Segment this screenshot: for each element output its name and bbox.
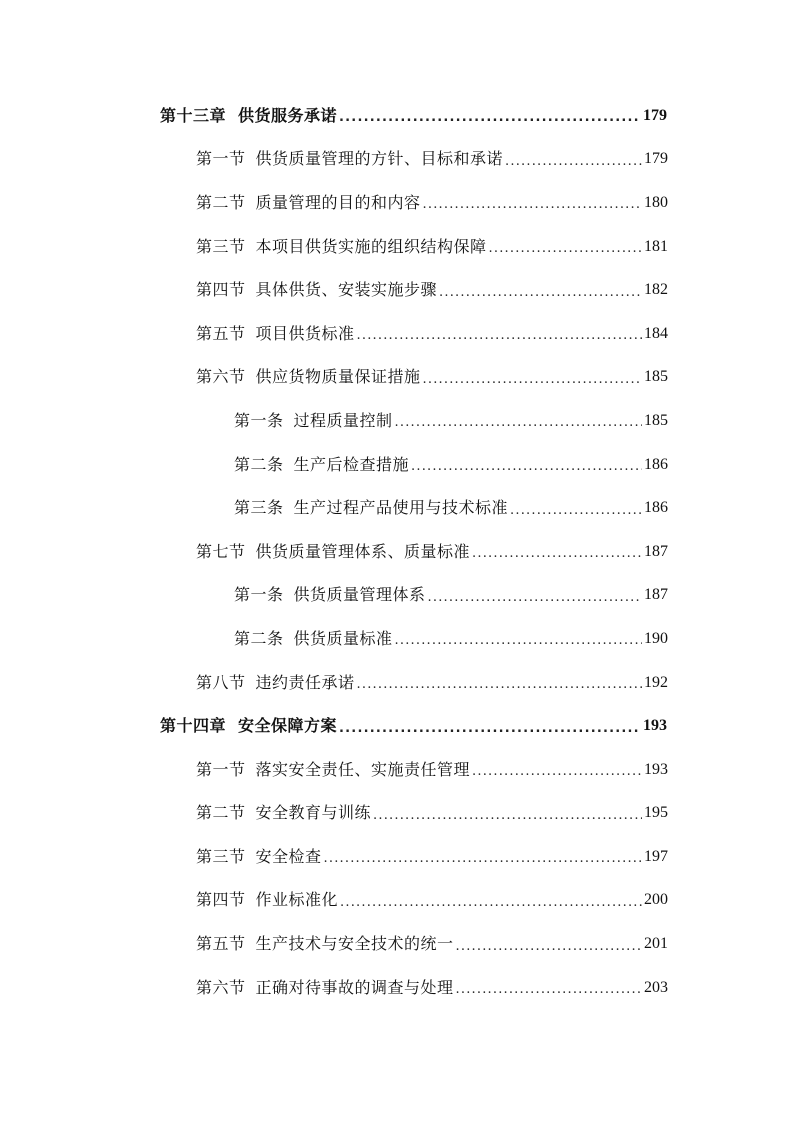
toc-entry-title: 安全教育与训练 (255, 803, 372, 823)
toc-entry-label: 第十三章 (160, 105, 227, 125)
toc-entry-section[interactable] (196, 835, 668, 879)
toc-entry-section[interactable] (196, 879, 668, 923)
toc-entry-page: 180 (644, 193, 668, 211)
toc-entry-label: 第五节 (196, 934, 246, 954)
toc-dot-leader (423, 373, 642, 386)
toc-entry-article[interactable] (234, 486, 668, 530)
toc-entry-title: 安全保障方案 (238, 716, 338, 736)
toc-entry-page: 185 (644, 411, 668, 429)
toc-entry-page: 193 (643, 717, 667, 735)
toc-entry-section[interactable] (196, 661, 668, 705)
toc-dot-leader (428, 591, 642, 604)
toc-entry-page: 200 (644, 891, 668, 909)
toc-entry-page: 201 (644, 935, 668, 953)
toc-entry-page: 181 (644, 237, 668, 255)
toc-entry-page: 179 (644, 150, 668, 168)
toc-entry-label: 第一节 (196, 149, 246, 169)
toc-entry-section[interactable] (196, 312, 668, 356)
toc-entry-page: 186 (644, 455, 668, 473)
toc-entry-section[interactable] (196, 530, 668, 574)
toc-entry-title: 正确对待事故的调查与处理 (255, 977, 454, 997)
toc-entry-label: 第十四章 (160, 716, 227, 736)
toc-entry-title: 供货服务承诺 (238, 105, 338, 125)
toc-entry-section[interactable] (196, 181, 668, 225)
toc-entry-label: 第四节 (196, 890, 246, 910)
toc-entry-article[interactable] (234, 399, 668, 443)
toc-dot-leader (472, 765, 642, 778)
toc-entry-label: 第一节 (196, 759, 246, 779)
toc-entry-section[interactable] (196, 922, 668, 966)
toc-entry-label: 第二节 (196, 192, 246, 212)
toc-entry-title: 供货质量标准 (293, 628, 393, 648)
toc-entry-title: 违约责任承诺 (255, 672, 355, 692)
toc-entry-title: 项目供货标准 (255, 323, 355, 343)
toc-dot-leader (489, 242, 642, 255)
toc-entry-article[interactable] (234, 617, 668, 661)
toc-entry-label: 第一条 (234, 410, 284, 430)
toc-entry-label: 第三节 (196, 236, 246, 256)
toc-dot-leader (456, 940, 642, 953)
toc-dot-leader (339, 111, 641, 124)
toc-entry-label: 第七节 (196, 541, 246, 561)
toc-entry-title: 落实安全责任、实施责任管理 (255, 759, 471, 779)
toc-entry-article[interactable] (234, 574, 668, 618)
toc-entry-page: 203 (644, 978, 668, 996)
toc-dot-leader (339, 722, 641, 735)
toc-dot-leader (340, 896, 642, 909)
toc-entry-chapter[interactable] (160, 704, 667, 748)
toc-entry-page: 197 (644, 847, 668, 865)
toc-entry-label: 第四节 (196, 280, 246, 300)
toc-entry-label: 第五节 (196, 323, 246, 343)
toc-dot-leader (411, 460, 642, 473)
toc-entry-title: 作业标准化 (255, 890, 339, 910)
toc-entry-label: 第三节 (196, 846, 246, 866)
toc-entry-title: 过程质量控制 (293, 410, 393, 430)
toc-entry-page: 195 (644, 804, 668, 822)
toc-dot-leader (439, 286, 642, 299)
toc-entry-page: 193 (644, 760, 668, 778)
toc-entry-page: 187 (644, 586, 668, 604)
toc-entry-section[interactable] (196, 748, 668, 792)
toc-entry-page: 186 (644, 499, 668, 517)
toc-dot-leader (357, 678, 642, 691)
toc-entry-label: 第六节 (196, 367, 246, 387)
toc-dot-leader (395, 416, 642, 429)
toc-entry-label: 第二节 (196, 803, 246, 823)
toc-entry-title: 生产后检查措施 (293, 454, 410, 474)
toc-entry-section[interactable] (196, 966, 668, 1010)
toc-dot-leader (373, 809, 642, 822)
toc-entry-title: 安全检查 (255, 846, 322, 866)
toc-entry-page: 182 (644, 281, 668, 299)
toc-entry-title: 供货质量管理体系 (293, 585, 426, 605)
toc-entry-title: 生产技术与安全技术的统一 (255, 934, 454, 954)
toc-entry-label: 第八节 (196, 672, 246, 692)
toc-entry-page: 184 (644, 324, 668, 342)
toc-entry-label: 第三条 (234, 498, 284, 518)
toc-entry-title: 供货质量管理的方针、目标和承诺 (255, 149, 504, 169)
toc-entry-page: 190 (644, 629, 668, 647)
toc-dot-leader (472, 547, 642, 560)
toc-entry-title: 质量管理的目的和内容 (255, 192, 421, 212)
toc-entry-page: 192 (644, 673, 668, 691)
toc-entry-page: 185 (644, 368, 668, 386)
toc-entry-title: 生产过程产品使用与技术标准 (293, 498, 509, 518)
toc-entry-label: 第六节 (196, 977, 246, 997)
toc-dot-leader (505, 155, 642, 168)
toc-dot-leader (395, 634, 642, 647)
toc-entry-label: 第一条 (234, 585, 284, 605)
toc-dot-leader (357, 329, 642, 342)
toc-dot-leader (423, 198, 642, 211)
toc-entry-article[interactable] (234, 443, 668, 487)
toc-entry-section[interactable] (196, 792, 668, 836)
toc-dot-leader (456, 983, 642, 996)
toc-entry-chapter[interactable] (160, 94, 667, 138)
toc-entry-section[interactable] (196, 138, 668, 182)
toc-entry-label: 第二条 (234, 454, 284, 474)
toc-dot-leader (324, 852, 642, 865)
toc-entry-label: 第二条 (234, 628, 284, 648)
toc-entry-title: 本项目供货实施的组织结构保障 (255, 236, 487, 256)
toc-entry-page: 179 (643, 106, 667, 124)
toc-entry-section[interactable] (196, 356, 668, 400)
toc-entry-title: 供应货物质量保证措施 (255, 367, 421, 387)
toc-entry-section[interactable] (196, 225, 668, 269)
toc-dot-leader (510, 504, 642, 517)
table-of-contents (0, 94, 794, 1009)
toc-entry-title: 供货质量管理体系、质量标准 (255, 541, 471, 561)
toc-entry-page: 187 (644, 542, 668, 560)
toc-entry-title: 具体供货、安装实施步骤 (255, 280, 438, 300)
toc-entry-section[interactable] (196, 268, 668, 312)
